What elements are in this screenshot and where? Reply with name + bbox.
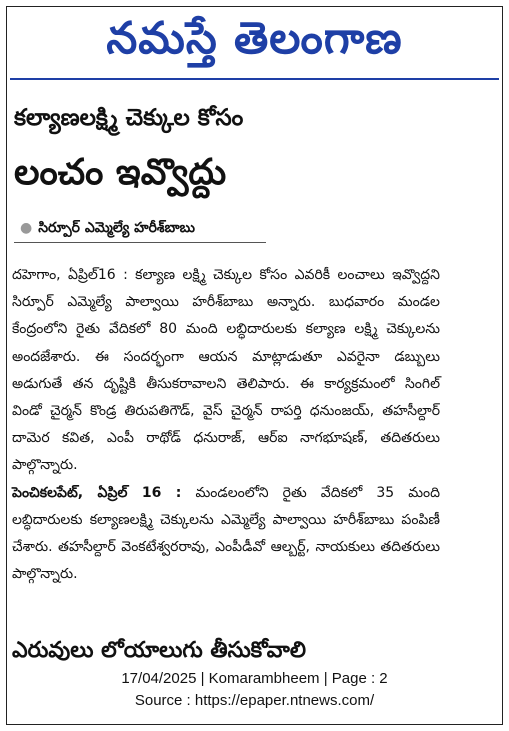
article-paragraph — [12, 480, 440, 589]
next-headline-text: ఎరువులు లోయాలుగు తీసుకోవాలి — [12, 638, 306, 663]
newspaper-masthead: నమస్తే తెలంగాణ — [106, 13, 403, 64]
footer-date-edition: 17/04/2025 | Komarambheem | Page : 2 — [121, 670, 388, 687]
article-body — [12, 262, 440, 588]
footer-source: Source : https://epaper.ntnews.com/ — [134, 692, 375, 709]
paragraph-text: దహెగాం, ఏప్రిల్16 : కల్యాణ లక్ష్మి చెక్కుల కోసం ఎవరికీ లంచాలు ఇవ్వొద్దని సిర్పూర్ ఎమ్మెల్యే పాల్వాయి హరీశ్‌బాబు అన్నారు. బుధవారం మండల కేంద్రంలోని రైతు వేదికలో 80 మంది లబ్ధిదారులకు కల్యాణ లక్ష్మి చెక్కులను అందజేశారు. ఈ సందర్భంగా ఆయన మాట్లాడుతూ ఎవరైనా డబ్బులు అడుగుతే తన దృష్టికి తీసుకరావాలని తెలిపారు. ఈ కార్యక్రమంలో సింగిల్ విండో చైర్మన్ కొండ్ర తిరుపతిగౌడ్, వైస్ చైర్మన్ రాపర్తి ధనుంజయ్, తహసీల్దార్ దామెర కవిత, ఎంపీ రాథోడ్ ధనురాజ్, ఆర్ఐ నాగభూషణ్, తదితరులు పాల్గొన్నారు. — [12, 267, 440, 474]
byline-rule — [14, 242, 266, 243]
byline-text: సిర్పూర్ ఎమ్మెల్యే హరీశ్‌బాబు — [38, 220, 195, 236]
paragraph-text: మండలంలోని రైతు వేదికలో 35 మంది లబ్ధిదారులకు కల్యాణలక్ష్మి చెక్కులను ఎమ్మెల్యే పాల్వాయి హరీశ్‌బాబు పంపిణీ చేశారు. తహసీల్దార్ వెంకటేశ్వరరావు, ఎంపీడీవో ఆల్బర్ట్, నాయకులు తదితరులు పాల్గొన్నారు. — [12, 484, 440, 583]
article-kicker: కల్యాణలక్ష్మి చెక్కుల కోసం — [14, 105, 244, 131]
bullet-icon: ● — [20, 220, 33, 236]
paragraph-dateline: పెంచికలపేట్, ఏప్రిల్ 16 : — [12, 484, 182, 501]
next-article-headline-cut — [12, 636, 392, 663]
article-headline: లంచం ఇవ్వొద్దు — [14, 152, 227, 193]
article-byline — [20, 217, 195, 239]
source-footer — [0, 668, 509, 712]
article-paragraph — [12, 262, 440, 480]
masthead-rule — [10, 78, 499, 80]
